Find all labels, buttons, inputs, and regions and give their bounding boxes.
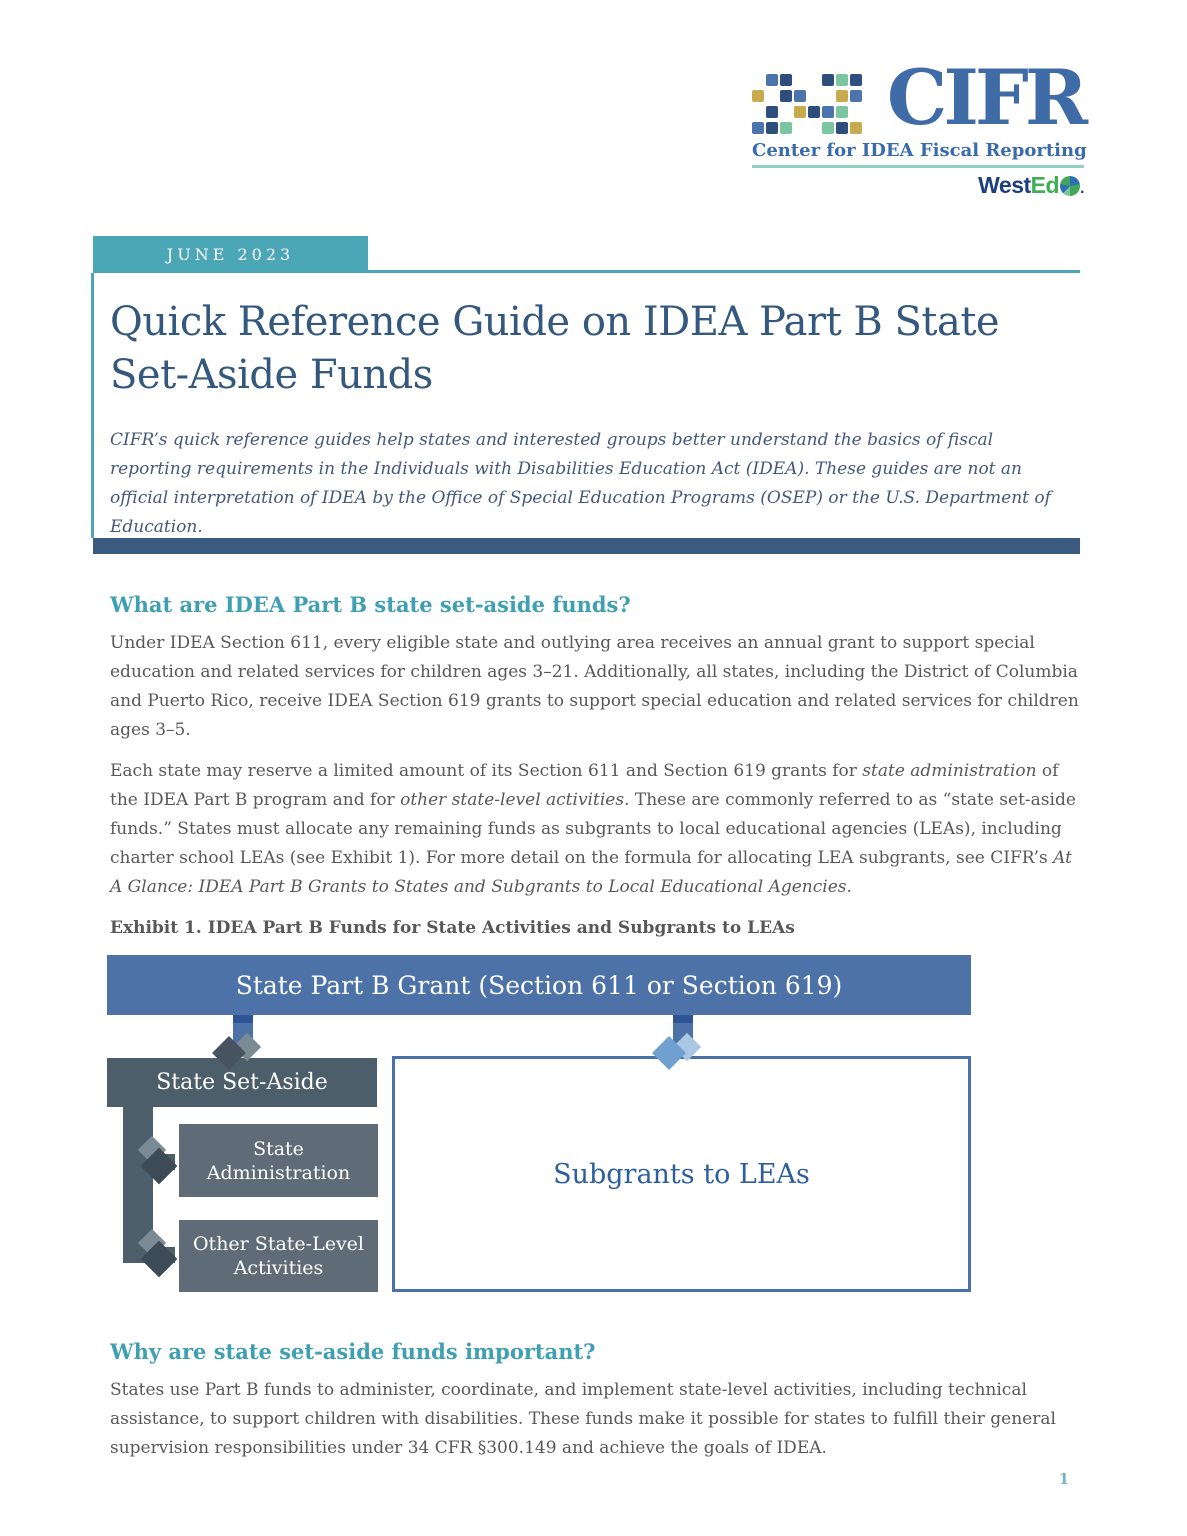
wested-logo — [752, 172, 1084, 199]
diagram-grant-bar: State Part B Grant (Section 611 or Section 619) — [107, 955, 971, 1015]
italic-segment: state administration — [862, 761, 1037, 781]
mosaic-cell — [794, 106, 806, 118]
vertical-teal-rule — [91, 273, 94, 538]
text-segment: of the IDEA Part B program and for — [110, 761, 1059, 810]
page-number: 1 — [1058, 1470, 1070, 1488]
italic-segment: At A Glance: IDEA Part B Grants to States and Subgrants to Local Educational Agencies — [110, 848, 1072, 897]
exhibit-caption: Exhibit 1. IDEA Part B Funds for State Activities and Subgrants to LEAs — [110, 918, 795, 938]
paragraph-1: Under IDEA Section 611, every eligible state and outlying area receives an annual grant to support special education and related services for children ages 3–21. Additionally, all states, including the District of Columbia and Puerto Rico, receive IDEA Section 619 grants to support special education and related services for children ages 3–5. — [110, 633, 1079, 740]
mosaic-cell — [766, 122, 778, 134]
exhibit-1-diagram — [107, 955, 974, 1295]
cifr-mosaic-icon — [752, 74, 862, 134]
intro-paragraph: CIFR’s quick reference guides help states and interested groups better understand the basics of fiscal reporting requirements in the Individuals with Disabilities Education Act (IDEA). These guides are not an official interpretation of IDEA by the Office of Special Education Programs (OSEP) or the U.S. Department of Education. — [110, 430, 1051, 537]
paragraph-3: States use Part B funds to administer, coordinate, and implement state-level activities, including technical assistance, to support children with disabilities. These funds make it possible for states to fulfill their general supervision responsibilities under 34 CFR §300.149 and achieve the goals of IDEA. — [110, 1380, 1056, 1458]
text-segment: . These are commonly referred to as “state set-aside funds.” States must allocate any remaining funds as subgrants to local educational agencies (LEAs), including charter school LEAs (see Exhibit 1). For more detail on the formula for allocating LEA subgrants, see CIFR’s — [110, 790, 1076, 868]
wested-ed-text: Ed — [1030, 172, 1060, 198]
other-state-level-activities-box: Other State-Level Activities — [179, 1220, 378, 1292]
mosaic-cell — [808, 106, 820, 118]
mosaic-cell — [836, 74, 848, 86]
cifr-wordmark: CIFR — [886, 53, 1084, 142]
section-heading-why: Why are state set-aside funds important? — [110, 1339, 596, 1364]
wested-west-text: West — [978, 172, 1031, 198]
mosaic-cell — [850, 74, 862, 86]
mosaic-cell — [766, 106, 778, 118]
logo-divider-rule — [752, 165, 1084, 168]
mosaic-cell — [794, 90, 806, 102]
cifr-tagline: Center for IDEA Fiscal Reporting — [752, 140, 1087, 161]
text-segment: . — [846, 877, 852, 897]
mosaic-cell — [836, 106, 848, 118]
right-arrow-cap — [673, 1015, 693, 1023]
cifr-logo-top — [752, 53, 1084, 142]
mosaic-cell — [822, 106, 834, 118]
italic-segment: other state-level activities — [400, 790, 625, 810]
navy-divider-bar — [93, 538, 1080, 554]
text-segment: Each state may reserve a limited amount of its Section 611 and Section 619 grants for — [110, 761, 863, 781]
horizontal-teal-rule — [93, 270, 1080, 273]
mosaic-cell — [780, 122, 792, 134]
subgrants-to-leas-box: Subgrants to LEAs — [392, 1056, 971, 1292]
mosaic-cell — [836, 90, 848, 102]
page-title: Quick Reference Guide on IDEA Part B State Set-Aside Funds — [110, 299, 1000, 398]
cifr-logo-block — [752, 53, 1087, 199]
globe-icon — [1060, 176, 1080, 196]
mosaic-cell — [822, 122, 834, 134]
mosaic-cell — [752, 90, 764, 102]
state-set-aside-box: State Set-Aside — [107, 1058, 377, 1107]
mosaic-cell — [780, 74, 792, 86]
main-content — [110, 580, 1082, 1463]
section-heading-what: What are IDEA Part B state set-aside funds? — [110, 592, 631, 617]
mosaic-cell — [822, 74, 834, 86]
mosaic-cell — [752, 122, 764, 134]
mosaic-cell — [836, 122, 848, 134]
left-arrow-cap — [233, 1015, 253, 1023]
mosaic-cell — [850, 122, 862, 134]
date-banner: JUNE 2023 — [93, 236, 368, 273]
mosaic-cell — [766, 74, 778, 86]
wested-period: . — [1080, 180, 1084, 197]
state-administration-box: State Administration — [179, 1124, 378, 1197]
paragraph-2 — [110, 757, 1082, 902]
mosaic-cell — [780, 90, 792, 102]
mosaic-cell — [850, 90, 862, 102]
title-block — [110, 296, 1072, 542]
